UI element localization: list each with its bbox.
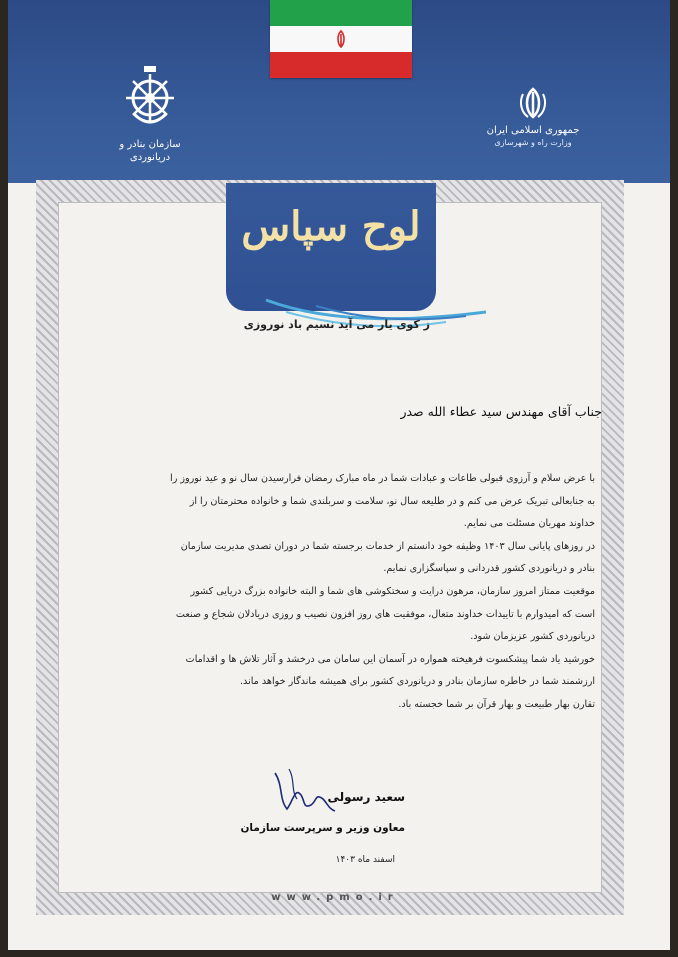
body-line: به جنابعالی تبریک عرض می کنم و در طلیعه سال نو، سلامت و سربلندی شما و خانواده محترمتان را از bbox=[189, 495, 595, 507]
body-line: در روزهای پایانی سال ۱۴۰۳ وظیفه خود دانستم از خدمات برجسته شما در دوران تصدی مدیریت سازمان bbox=[180, 540, 595, 552]
signer-title: معاون وزیر و سرپرست سازمان bbox=[240, 822, 405, 834]
right-logo-text: جمهوری اسلامی ایران bbox=[486, 125, 580, 136]
iran-flag bbox=[270, 0, 412, 78]
body-line: موقعیت ممتاز امروز سازمان، مرهون درایت و سختکوشی های شما و البته خانواده بزرگ دریایی کشور bbox=[190, 585, 595, 597]
ports-maritime-logo bbox=[100, 64, 200, 164]
subtitle-verse: ز کوی یار می آید نسیم باد نوروزی bbox=[243, 318, 430, 331]
allah-emblem-icon bbox=[518, 86, 548, 120]
body-line: خورشید یاد شما پیشکسوت فرهیخته همواره در آسمان این سامان می درخشد و آثار تلاش ها و اقدامات bbox=[185, 653, 595, 665]
body-line: ارزشمند شما در خاطره سازمان بنادر و دریانوردی کشور برای همیشه ماندگار خواهد ماند. bbox=[240, 676, 595, 688]
recipient-line: جناب آقای مهندس سید عطاء الله صدر bbox=[400, 404, 602, 419]
iran-emblem-icon bbox=[333, 29, 349, 49]
signer-name: سعید رسولی bbox=[327, 790, 405, 804]
website-url: www.pmo.ir bbox=[271, 892, 399, 903]
left-logo-text: سازمان بنادر و دریانوردی bbox=[119, 139, 181, 163]
right-logo-subtext: وزارت راه و شهرسازی bbox=[494, 138, 572, 147]
certificate-title: لوح سپاس bbox=[241, 203, 421, 250]
body-line: دریانوردی کشور عزیزمان شود. bbox=[470, 631, 595, 643]
body-line: تقارن بهار طبیعت و بهار قرآن بر شما خجسته باد. bbox=[398, 698, 595, 710]
iran-republic-logo bbox=[478, 86, 588, 148]
body-line: با عرض سلام و آرزوی قبولی طاعات و عبادات شما در ماه مبارک رمضان فرارسیدن سال نو و عید نوروز را bbox=[170, 473, 595, 484]
body-line: خداوند مهربان مسئلت می نمایم. bbox=[463, 518, 595, 530]
anchor-wheel-icon bbox=[124, 64, 176, 134]
body-line: بنادر و دریانوردی کشور قدردانی و سپاسگزاری نمایم. bbox=[383, 563, 595, 575]
signature-date: اسفند ماه ۱۴۰۳ bbox=[335, 855, 395, 865]
body-line: است که امیدوارم با تاییدات خداوند متعال، موفقیت های روز افزون نصیب و روزی دریادلان شجاع و صنعت bbox=[175, 608, 595, 620]
letter-body bbox=[84, 468, 595, 717]
